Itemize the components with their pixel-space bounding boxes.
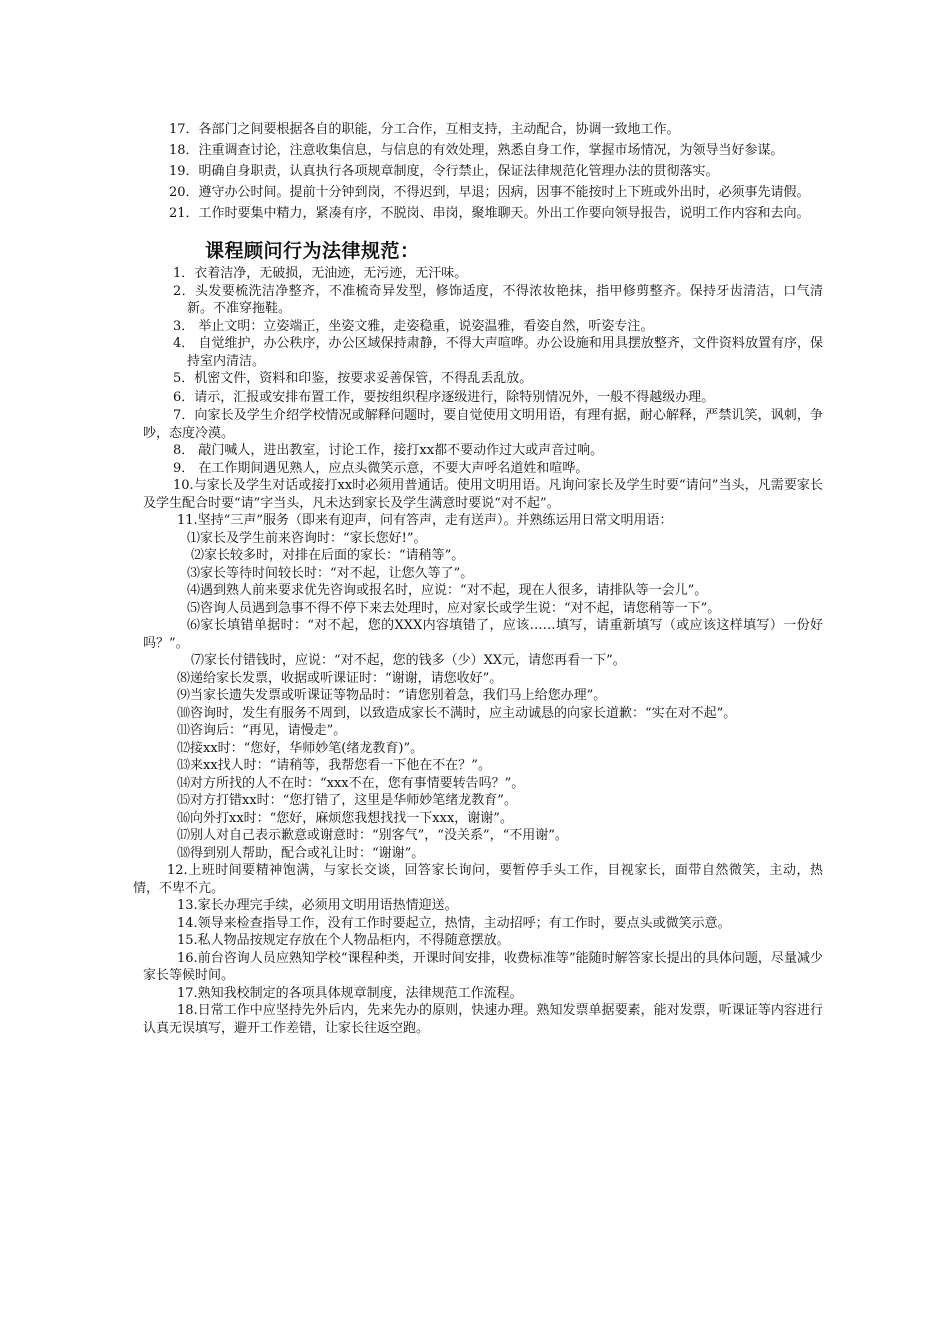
rule-item: 16.前台咨询人员应熟知学校“课程种类，开课时间安排，收费标准等”能随时解答家长提出的具体问题，尽量减少家长等候时间。	[143, 950, 823, 983]
rule-paragraph: 18．注重调查讨论，注意收集信息，与信息的有效处理，熟悉自身工作，掌握市场情况，为领导当好参谋。	[169, 143, 784, 158]
phrase-item: ⒂对方打错xx时：“您打错了，这里是华师妙笔绪龙教育”。	[177, 793, 517, 808]
rule-item: 12.上班时间要精神饱满，与家长交谈，回答家长询问，要暂停手头工作，目视家长，面带自然微笑，主动，热情，不卑不亢。	[133, 863, 823, 896]
phrase-item: ⒃向外打xx时：“您好，麻烦您我想找找一下xxx，谢谢”。	[177, 810, 513, 826]
rule-item: 5．机密文件，资料和印鉴，按要求妥善保管，不得乱丢乱放。	[173, 371, 533, 386]
rule-item: 18.日常工作中应坚持先外后内，先来先办的原则，快速办理。熟知发票单据要素，能对发票，听课证等内容进行认真无误填写，避开工作差错，让家长往返空跑。	[143, 1003, 823, 1036]
phrase-item: ⑻递给家长发票，收据或听课证时：“谢谢，请您收好”。	[177, 670, 503, 686]
phrase-item: ⑵家长较多时，对排在后面的家长：“请稍等”。	[191, 548, 465, 563]
rule-item: 13.家长办理完手续，必须用文明用语热情迎送。	[177, 898, 458, 913]
rule-item: 11.坚持“三声”服务（即来有迎声，问有答声，走有送声）。并熟练运用日常文明用语：	[177, 513, 673, 528]
phrase-item: ⒀来xx找人时：“请稍等，我帮您看一下他在不在？”。	[177, 758, 491, 773]
phrase-item: ⑸咨询人员遇到急事不得不停下来去处理时，应对家长或学生说：“对不起，请您稍等一下”。	[187, 600, 721, 616]
section-title: 课程顾问行为法律规范：	[205, 240, 420, 262]
phrase-item: ⑺家长付错钱时，应说：“对不起，您的钱多（少）XX元，请您再看一下”。	[191, 653, 626, 668]
rule-item: 1．衣着洁净，无破损，无油迹，无污迹，无汗味。	[173, 266, 468, 281]
rule-paragraph: 17．各部门之间要根据各自的职能，分工合作，互相支持，主动配合，协调一致地工作。	[169, 122, 680, 137]
rule-paragraph: 21．工作时要集中精力，紧凑有序，不脱岗、串岗，聚堆聊天。外出工作要向领导报告，说明工作内容和去向。	[169, 206, 810, 221]
phrase-item: ⑴家长及学生前来咨询时：“家长您好!”。	[187, 530, 427, 546]
rule-item: 8． 敲门喊人，进出教室，讨论工作，接打xx都不要动作过大或声音过响。	[173, 443, 604, 458]
phrase-item: ⑿接xx时：“您好，华师妙笔(绪龙教育)”。	[177, 740, 424, 756]
rule-item: 10.与家长及学生对话或接打xx时必须用普通话。使用文明用语。凡询问家长及学生时要“请问”当头，凡需要家长及学生配合时要“请”字当头，凡未达到家长及学生满意时要说“对不起”。	[143, 478, 823, 511]
rule-item: 2．头发要梳洗洁净整齐，不准梳奇异发型，修饰适度，不得浓妆艳抹，指甲修剪整齐。保持牙齿清洁，口气清新。不准穿拖鞋。	[173, 283, 823, 316]
consultant-rules-section	[133, 265, 823, 1037]
rule-item: 14.领导来检查指导工作，没有工作时要起立，热情，主动招呼；有工作时，要点头或微笑示意。	[177, 915, 731, 931]
rule-item: 7．向家长及学生介绍学校情况或解释问题时，要自觉使用文明用语，有理有据，耐心解释，严禁讥笑，讽刺，争吵，态度冷漠。	[143, 408, 823, 441]
rule-item: 15.私人物品按规定存放在个人物品柜内，不得随意摆放。	[177, 933, 510, 948]
phrase-item: ⑽咨询时，发生有服务不周到，以致造成家长不满时，应主动诚恳的向家长道歉：“实在对不起”。	[177, 705, 737, 721]
phrase-item: ⑶家长等待时间较长时：“对不起，让您久等了”。	[187, 565, 474, 581]
rule-paragraph: 19．明确自身职责，认真执行各项规章制度，令行禁止，保证法律规范化管理办法的贯彻落实。	[169, 164, 719, 179]
phrase-item: ⑹家长填错单据时：“对不起，您的XXX内容填错了，应该……填写，请重新填写（或应该这样填写）一份好吗？”。	[143, 618, 823, 651]
phrase-item: ⑷遇到熟人前来要求优先咨询或报名时，应说：“对不起，现在人很多，请排队等一会儿”。	[187, 583, 708, 598]
document-page	[133, 120, 823, 1037]
phrase-item: ⑾咨询后：“再见，请慢走”。	[177, 723, 347, 738]
rule-item: 6．请示，汇报或安排布置工作，要按组织程序逐级进行，除特别情况外，一般不得越级办理。	[173, 389, 715, 405]
rule-item: 3． 举止文明：立姿端正，坐姿文雅，走姿稳重，说姿温雅，看姿自然，听姿专注。	[173, 318, 654, 334]
phrase-item: ⒅得到别人帮助，配合或礼让时：“谢谢”。	[177, 845, 425, 861]
rule-item: 4． 自觉维护，办公秩序，办公区域保持肃静，不得大声喧哗。办公设施和用具摆放整齐，文件资料放置有序，保持室内清洁。	[173, 336, 823, 369]
rule-item: 17.熟知我校制定的各项具体规章制度，法律规范工作流程。	[177, 985, 523, 1001]
rule-item: 9． 在工作期间遇见熟人，应点头微笑示意，不要大声呼名道姓和喧哗。	[173, 460, 589, 476]
rule-paragraph: 20．遵守办公时间。提前十分钟到岗，不得迟到，早退；因病，因事不能按时上下班或外出时，必须事先请假。	[169, 185, 810, 200]
phrase-item: ⑼当家长遗失发票或听课证等物品时：“请您别着急，我们马上给您办理”。	[177, 688, 607, 703]
phrase-item: ⒁对方所找的人不在时：“xxx不在，您有事情要转告吗？”。	[177, 775, 525, 791]
general-rules-section	[143, 121, 823, 223]
phrase-item: ⒄别人对自己表示歉意或谢意时：“别客气”，“没关系”，“不用谢”。	[177, 828, 568, 843]
